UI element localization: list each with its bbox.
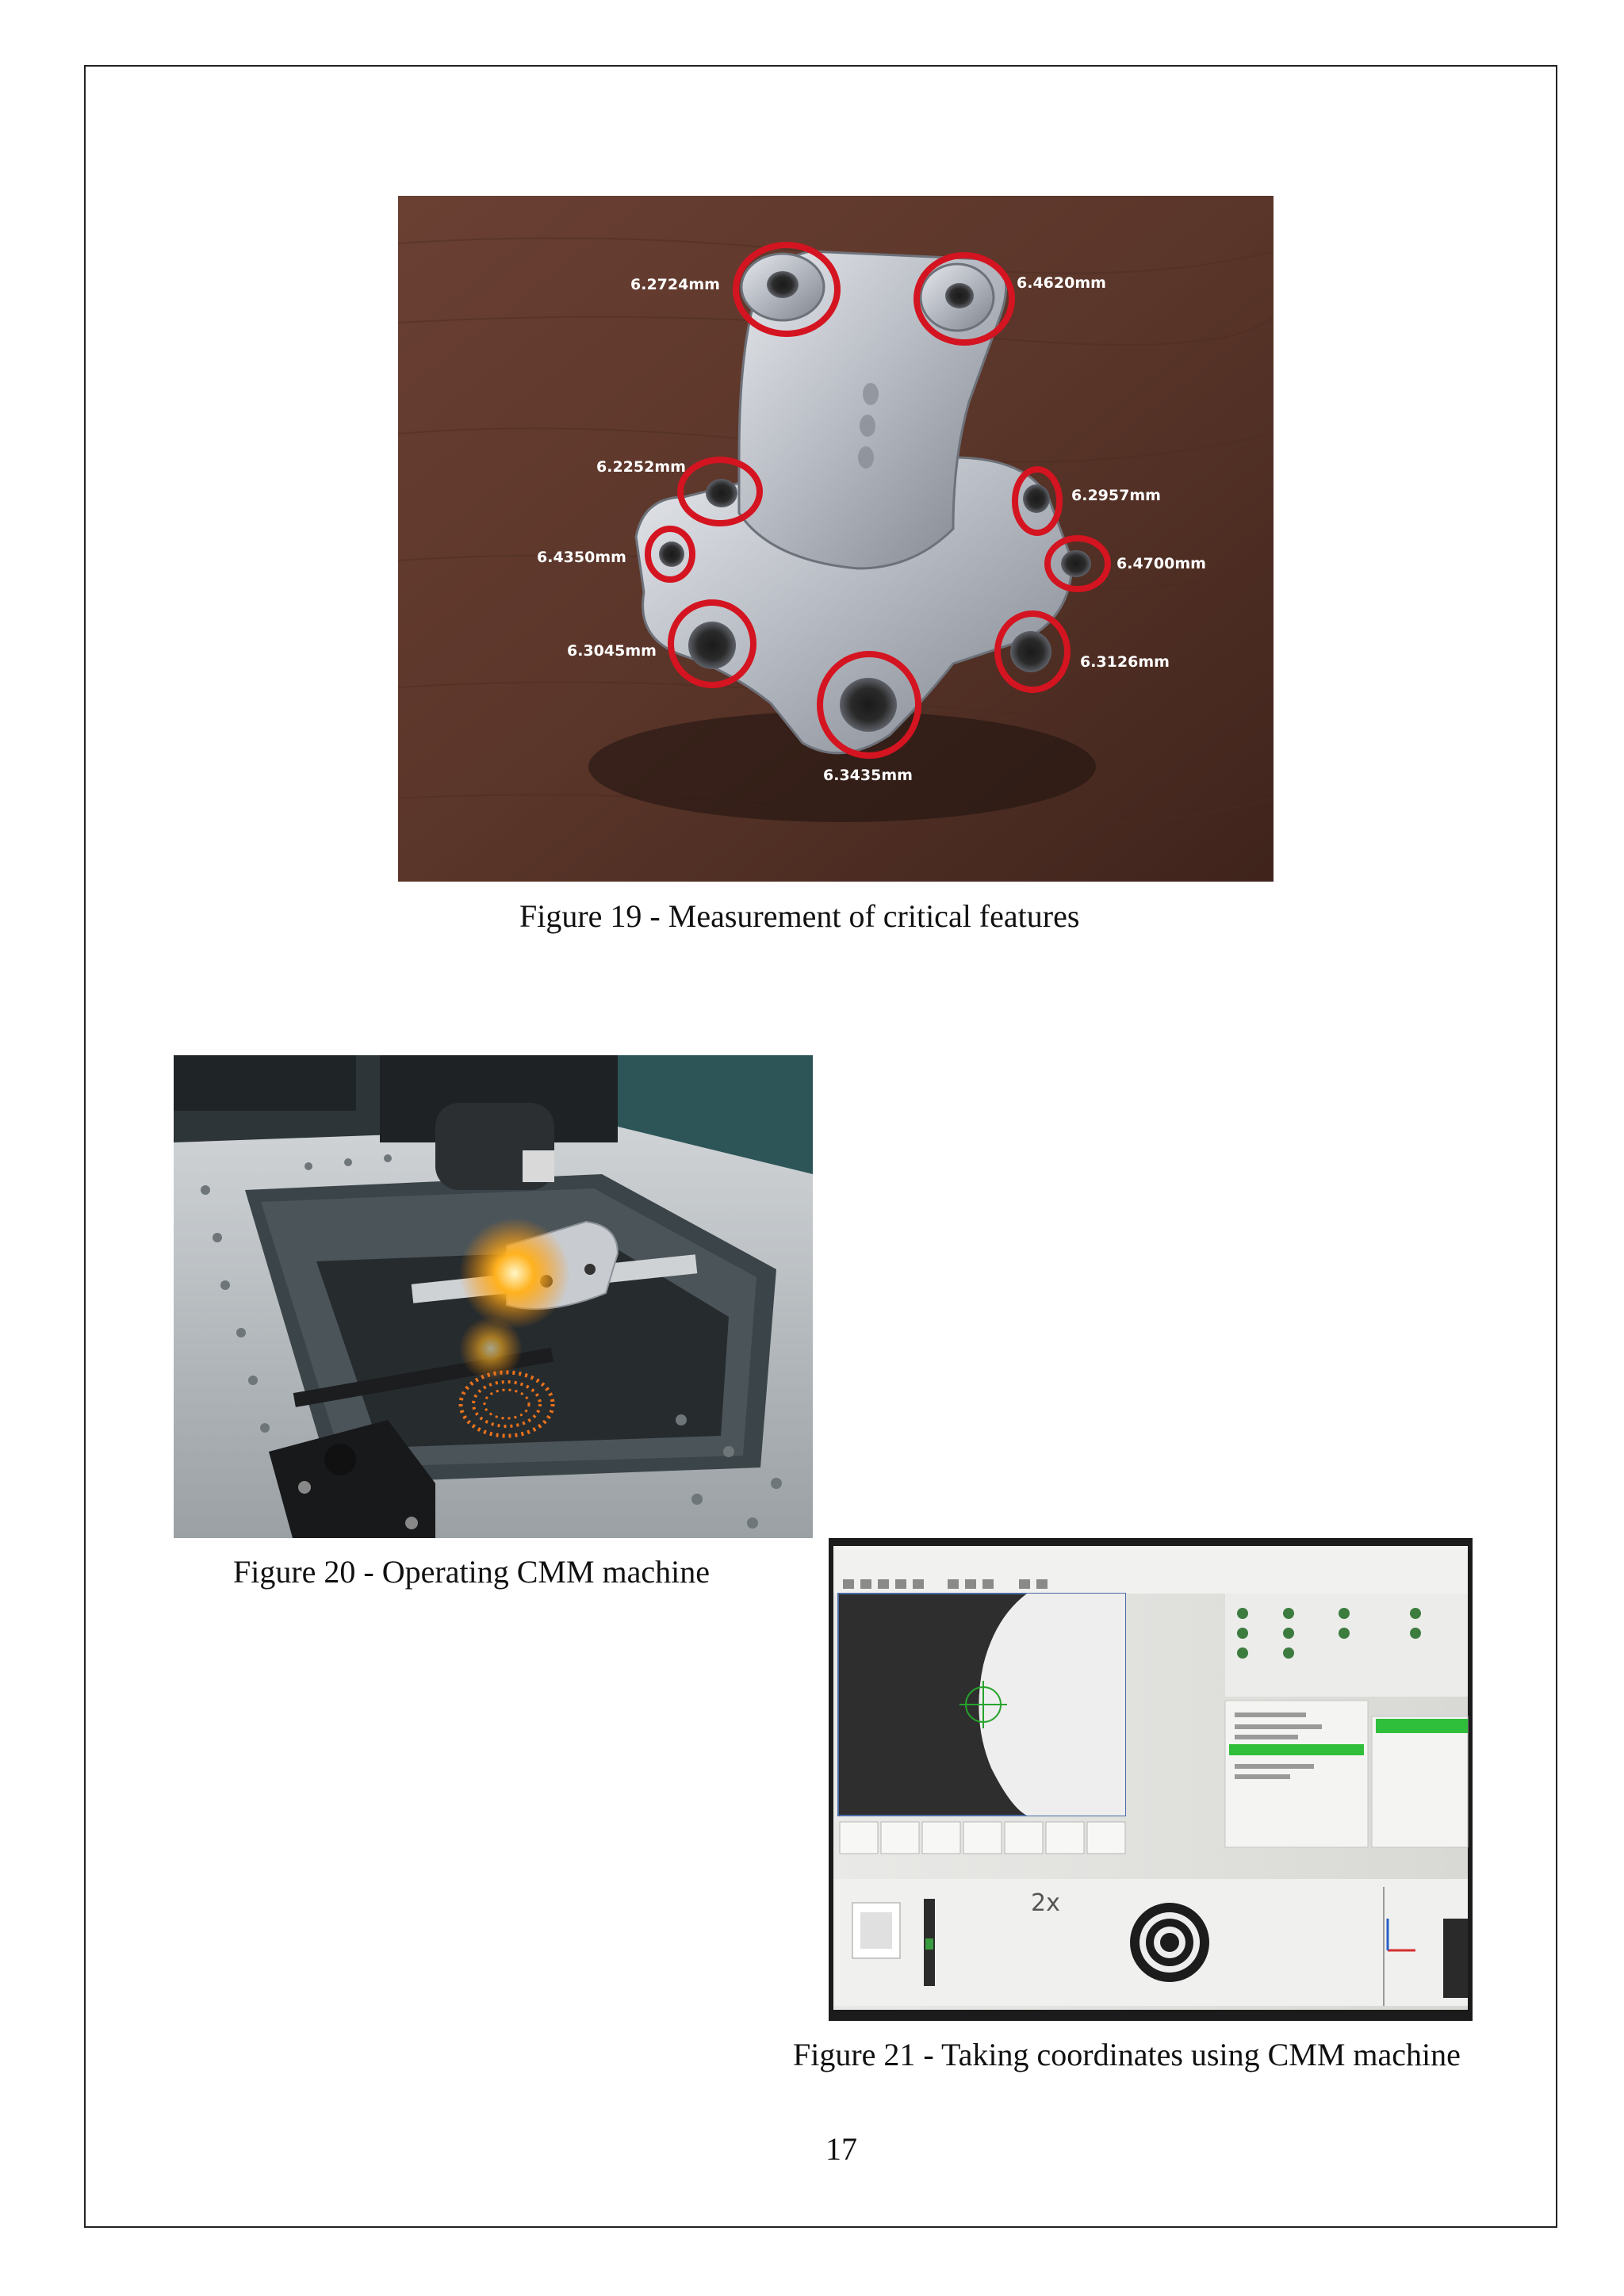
figure-21-caption: Figure 21 - Taking coordinates using CMM machine [793, 2037, 1461, 2072]
hole-label-6: 6.4700mm [1116, 555, 1206, 572]
zoom-level-text: 2x [1031, 1889, 1060, 1917]
hole-label-2: 6.4620mm [1017, 274, 1106, 292]
hole-label-9: 6.3435mm [823, 767, 913, 784]
figure-21-photo [829, 1538, 1473, 2021]
hole-label-3: 6.2252mm [596, 458, 686, 476]
figure-20-photo [174, 1055, 813, 1538]
hole-label-8: 6.3126mm [1080, 653, 1170, 671]
figure-20-caption: Figure 20 - Operating CMM machine [233, 1554, 710, 1590]
hole-label-7: 6.3045mm [567, 642, 657, 660]
hole-label-5: 6.4350mm [537, 549, 626, 566]
hole-label-4: 6.2957mm [1071, 487, 1161, 504]
hole-label-1: 6.2724mm [630, 276, 720, 293]
figure-19-caption: Figure 19 - Measurement of critical features [519, 898, 1080, 934]
figure-19-photo [398, 196, 1274, 882]
page-number: 17 [825, 2131, 857, 2167]
